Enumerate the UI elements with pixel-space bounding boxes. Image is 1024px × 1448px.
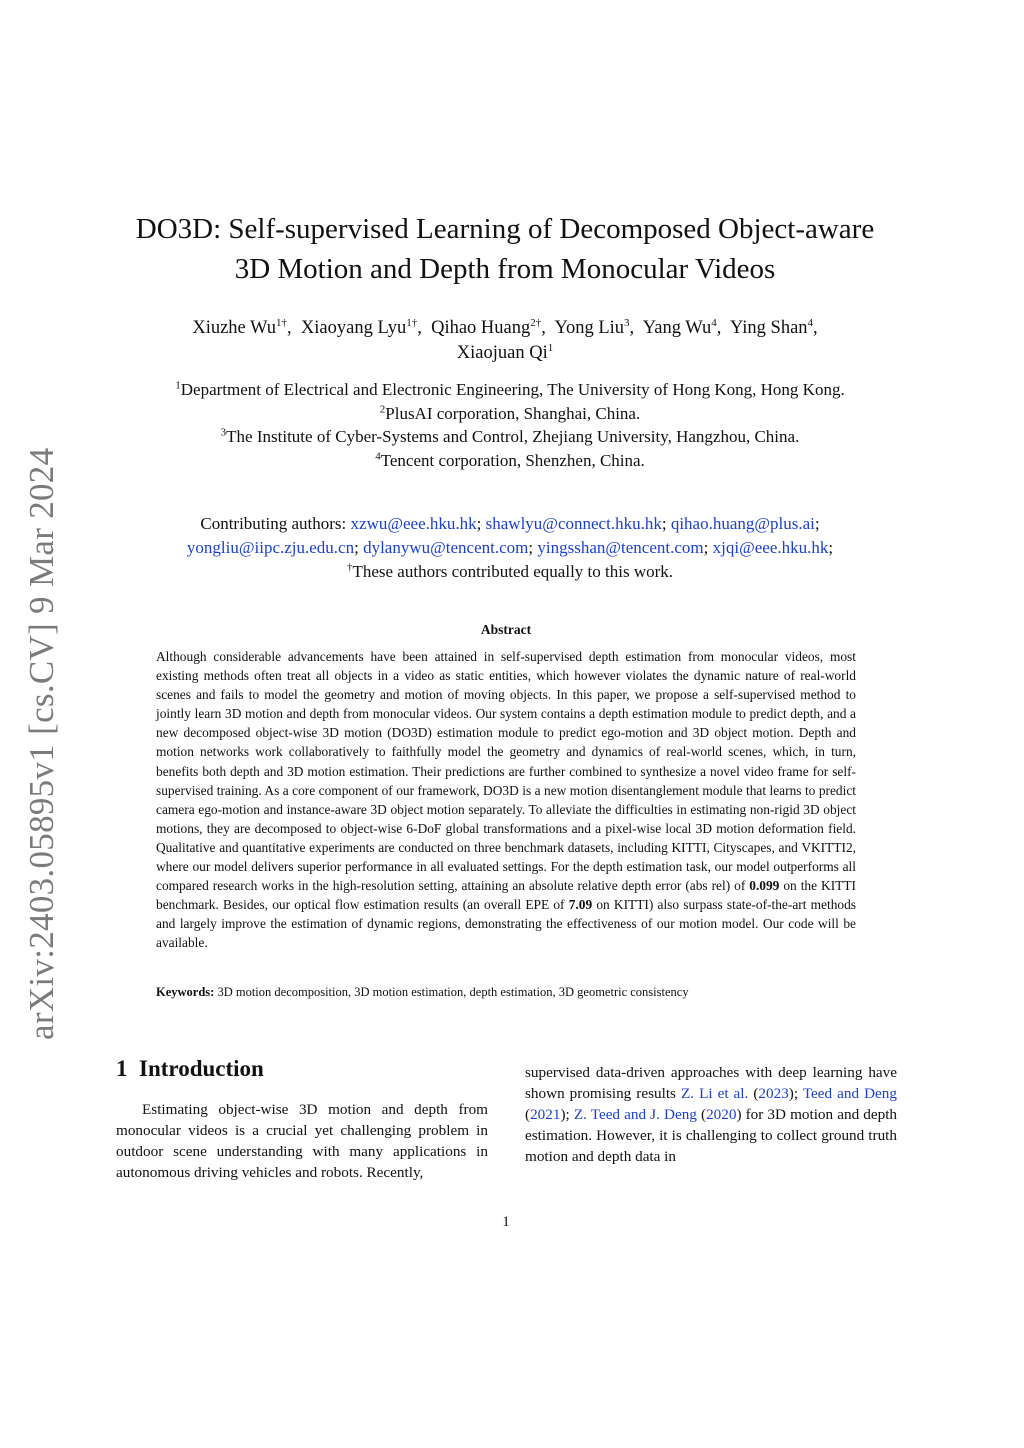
citation-link[interactable]: 2021 [530, 1106, 561, 1123]
page-number: 1 [502, 1214, 510, 1230]
email-link[interactable]: xjqi@eee.hku.hk [712, 538, 829, 557]
title-line: 3D Motion and Depth from Monocular Videos [234, 253, 776, 285]
author: Qihao Huang$^{2\dagger}$ [431, 316, 542, 338]
title-line: DO3D: Self-supervised Learning of Decomposed Object-aware [135, 213, 875, 245]
keywords: Keywords: 3D motion decomposition, 3D motion estimation, depth estimation, 3D geometric consistency [156, 985, 689, 999]
author: Xiaoyang Lyu$^{1\dagger}$ [300, 316, 418, 338]
citation-link[interactable]: 2020 [706, 1106, 737, 1123]
email-link[interactable]: dylanywu@tencent.com [363, 538, 529, 557]
intro-paragraph: Estimating object-wise 3D motion and depth from monocular videos is a crucial yet challenging problem in outdoor scene understanding with many applications in autonomous driving vehicles and robots. Recently, [116, 1101, 488, 1181]
author: Yang Wu$^4$ [642, 316, 717, 338]
paper-title [80, 209, 930, 289]
intro-paragraph-continued: supervised data-driven approaches with deep learning have shown promising results Z. Li et al. (2023); Teed and Deng (2021); Z. Teed and J. Deng (2020) for 3D motion and depth estimation. However, it is challenging to collect ground truth motion and depth data in [525, 1064, 898, 1165]
email-link[interactable]: yingsshan@tencent.com [537, 538, 704, 557]
citation-link[interactable]: Z. Teed and J. Deng [573, 1106, 697, 1123]
author: Yong Liu$^3$ [554, 316, 630, 338]
email-link[interactable]: qihao.huang@plus.ai [670, 514, 815, 533]
contrib-label: Contributing authors: [200, 514, 347, 533]
keywords-label: Keywords: [156, 985, 215, 999]
author: Xiaojuan Qi$^1$ [456, 341, 554, 363]
epe-value: 7.09 [568, 897, 593, 913]
citation-link[interactable]: Z. Li et al. [680, 1085, 749, 1102]
affiliation: $^4$Tencent corporation, Shenzhen, China. [375, 449, 645, 470]
affiliation: $^3$The Institute of Cyber-Systems and Control, Zhejiang University, Hangzhou, China. [220, 426, 800, 446]
email-link[interactable]: yongliu@iipc.zju.edu.cn [186, 538, 355, 557]
abstract-heading: Abstract [480, 622, 532, 637]
section-heading: 1 Introduction [116, 1056, 264, 1081]
affiliation: $^2$PlusAI corporation, Shanghai, China. [379, 402, 641, 423]
contact-block: Contributing authors: xzwu@eee.hku.hk; shawlyu@connect.hku.hk; qihao.huang@plus.ai; yongliu@iipc.zju.edu.cn; dylanywu@tencent.com; yingsshan@tencent.com; xjqi@eee.hku.hk; †These authors contributed equally to this work. [110, 512, 910, 584]
email-link[interactable]: xzwu@eee.hku.hk [350, 514, 477, 533]
abs-rel-value: 0.099 [749, 878, 780, 894]
citation-link[interactable]: 2023 [758, 1085, 789, 1102]
citation-link[interactable]: Teed and Deng [802, 1085, 897, 1102]
email-link[interactable]: shawlyu@connect.hku.hk [485, 514, 662, 533]
equal-contribution-note: †These authors contributed equally to this work. [346, 561, 674, 581]
abstract-text: Although considerable advancements have been attained in self-supervised depth estimation from monocular videos, most existing methods often treat all objects in a video as static entities, which however violates the dynamic nature of real-world scenes and fails to model the geometry and motion of moving objects. In this paper, we propose a self-supervised method to jointly learn 3D motion and depth from monocular videos. Our system contains a depth estimation module to predict depth, and a new decomposed object-wise 3D motion (DO3D) estimation module to predict ego-motion and 3D object motion. Depth and motion networks work collaboratively to faithfully model the geometry and dynamics of real-world scenes, which, in turn, benefits both depth and 3D motion estimation. Their predictions are further combined to synthesize a novel video frame for self-supervised training. As a core component of our framework, DO3D is a new motion disentanglement module that learns to predict camera ego-motion and instance-aware 3D object motion separately. To alleviate the difficulties in estimating non-rigid 3D object motions, they are decomposed to object-wise 6-DoF global transformations and a pixel-wise local 3D motion deformation field. Qualitative and quantitative experiments are conducted on three benchmark datasets, including KITTI, Cityscapes, and VKITTI2, where our model delivers superior performance in all evaluated settings. For the depth estimation task, our model outperforms all compared research works in the high-resolution setting, attaining an absolute relative depth error (abs rel) of 0.099 on the KITTI benchmark. Besides, our optical flow estimation results (an overall EPE of 7.09 on KITTI) also surpass state-of-the-art methods and largely improve the estimation of dynamic regions, demonstrating the effectiveness of our motion model. Our code will be available. [156, 649, 857, 951]
author: Ying Shan$^4$ [729, 316, 814, 338]
affiliations [80, 378, 940, 472]
author: Xiuzhe $Wu^{1\dagger}$ [192, 316, 288, 338]
affiliation: $^1$Department of Electrical and Electronic Engineering, The University of Hong Kong, Hong Kong. [175, 379, 845, 399]
arxiv-identifier: arXiv:2403.05895v1 [cs.CV] 9 Mar 2024 [22, 447, 61, 1040]
author-list: Xiuzhe $Wu^{1\dagger}$, Xiaoyang Lyu$^{1\dagger}$, Qihao Huang$^{2\dagger}$, Yong Liu$^3$, Yang Wu$^4$, Ying Shan$^4$, Xiaojuan Qi$^1$ [192, 316, 818, 363]
